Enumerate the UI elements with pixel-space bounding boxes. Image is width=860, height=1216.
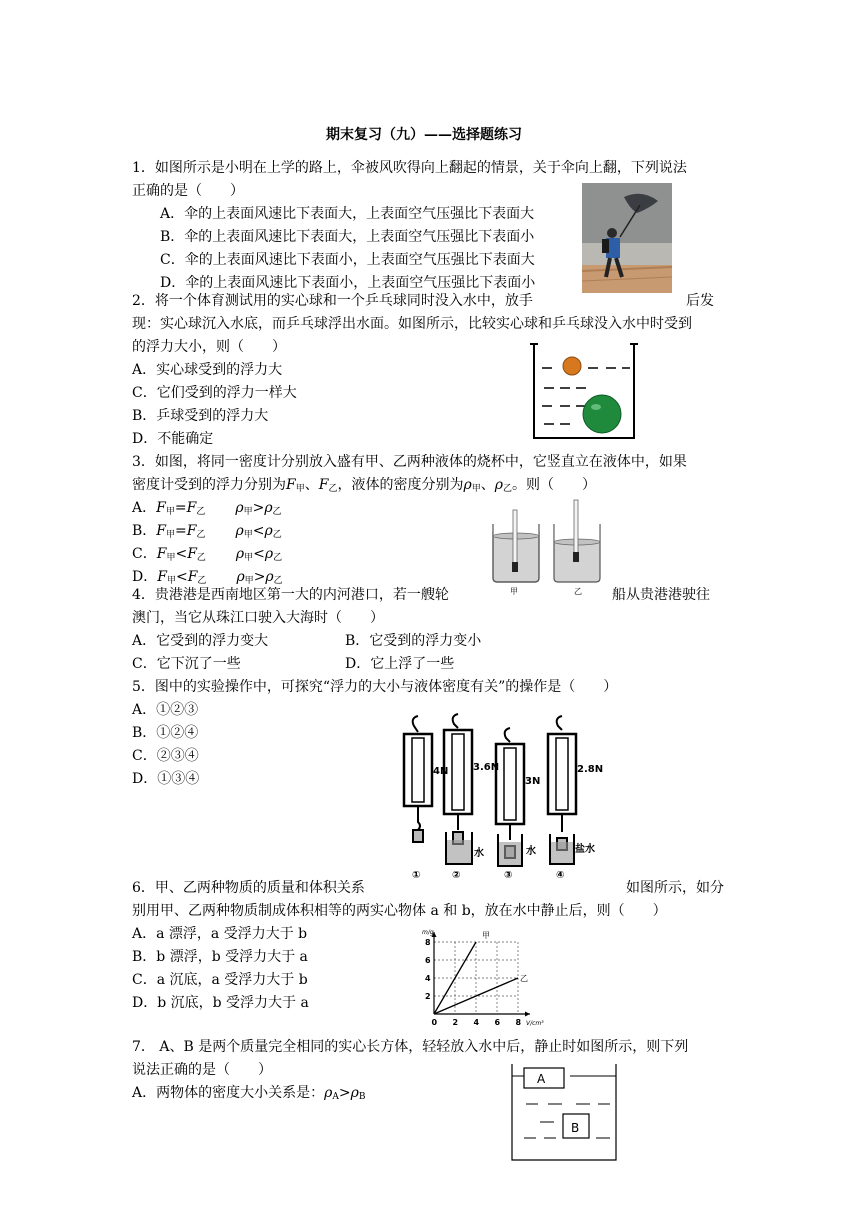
q7-option-a (132, 1082, 365, 1104)
q5-num-4: ④ (556, 870, 565, 881)
q3-d-F2: F (187, 569, 198, 585)
q7-a-subB: B (358, 1092, 366, 1102)
q3-symbol-F2: F (318, 477, 329, 493)
q5-option-b: B．①②④ (132, 725, 199, 741)
q3-b-lt: < (252, 523, 265, 539)
q3-a-sub4: 乙 (272, 507, 282, 517)
q4-stem-line1a: 4．贵港港是西南地区第一大的内河港口，若一艘轮 (132, 587, 449, 603)
q3-d-sub1: 甲 (166, 576, 176, 586)
q3-c-lt1: < (175, 546, 188, 562)
q2-option-b: B．乒球受到的浮力大 (132, 408, 269, 424)
q5-num-2: ② (452, 870, 461, 881)
q3-b-F2: F (186, 523, 197, 539)
q5-option-c: C．②③④ (132, 748, 199, 764)
q4-option-d: D．它上浮了一些 (345, 656, 455, 672)
q6-option-a: A．a 漂浮，a 受浮力大于 b (132, 926, 308, 942)
q3-sub-yi: 乙 (328, 484, 338, 494)
q7-a-subA: A (332, 1092, 339, 1102)
q5-option-a: A．①②③ (132, 702, 199, 718)
q3-d-sub2: 乙 (197, 576, 207, 586)
x-tick-label-2: 4 (473, 1018, 480, 1027)
q3-a-sub2: 乙 (196, 507, 206, 517)
q7-stem-line1: 7． A、B 是两个质量完全相同的实心长方体，轻轻放入水中后，静止时如图所示，则下列 (132, 1039, 689, 1055)
q3-fig-label-jia: 甲 (510, 587, 518, 596)
q5-num-1: ① (412, 870, 421, 881)
q4-stem-line2: 澳门，当它从珠江口驶入大海时（ ） (132, 610, 384, 626)
q4-option-c: C．它下沉了一些 (132, 656, 241, 672)
q2-beaker-figure (530, 342, 638, 442)
q3-hydrometer-figure (490, 498, 604, 600)
q3-c-label: C． (132, 546, 157, 562)
q3-d-F1: F (157, 569, 167, 585)
q3-a-F2: F (186, 500, 197, 516)
q2-stem-line2: 现：实心球沉入水底，而乒乓球浮出水面。如图所示，比较实心球和乒乓球没入水中时受到 (132, 316, 692, 332)
q3-d-gt: > (253, 569, 266, 585)
q1-umbrella-photo (582, 183, 672, 293)
q3-a-sub3: 甲 (243, 507, 253, 517)
q4-option-a: A．它受到的浮力变大 (132, 633, 269, 649)
q7-box-a-label: A (537, 1072, 546, 1086)
q2-option-c: C．它们受到的浮力一样大 (132, 385, 297, 401)
q3-stem-line2 (132, 474, 596, 496)
q3-a-rho1: ρ (235, 500, 244, 516)
q1-option-a: A．伞的上表面风速比下表面大，上表面空气压强比下表面大 (160, 206, 535, 222)
q3-b-eq: = (175, 523, 187, 539)
q7-a-text: A．两物体的密度大小关系是： (132, 1085, 325, 1101)
q3-b-sub4: 乙 (272, 530, 282, 540)
q1-stem-line1: 1．如图所示是小明在上学的路上，伞被风吹得向上翻起的情景，关于伞向上翻，下列说法 (132, 160, 687, 176)
q5-label-water-1: 水 (474, 848, 484, 859)
page-title: 期末复习（九）——选择题练习 (326, 127, 522, 143)
q2-option-d: D．不能确定 (132, 431, 214, 447)
x-tick-label-1: 2 (452, 1018, 459, 1027)
q7-a-gt: > (338, 1085, 351, 1101)
q1-stem-line2: 正确的是（ ） (132, 183, 244, 199)
q5-reading-2: 3.6N (473, 762, 500, 773)
q7-container-figure (510, 1062, 620, 1162)
y-axis-label: m/g (422, 929, 434, 936)
q2-stem-line3: 的浮力大小，则（ ） (132, 339, 286, 355)
q3-b-sub3: 甲 (243, 530, 253, 540)
y-tick-label-0: 2 (425, 992, 431, 1001)
q3-symbol-rho: ρ (463, 477, 472, 493)
y-tick-label-2: 6 (425, 956, 431, 965)
q3-sub-yi2: 乙 (502, 484, 512, 494)
x-tick-label-3: 6 (494, 1018, 501, 1027)
q3-c-lt2: < (253, 546, 265, 562)
q7-a-rho1: ρ (324, 1085, 333, 1101)
q3-b-rho2: ρ (264, 523, 273, 539)
series-label-0: 甲 (482, 931, 490, 940)
series-label-1: 乙 (520, 974, 528, 983)
q3-symbol-rho2: ρ (494, 477, 503, 493)
q6-option-c: C．a 沉底，a 受浮力大于 b (132, 972, 308, 988)
q3-fig-label-yi: 乙 (574, 587, 582, 596)
q2-option-a: A．实心球受到的浮力大 (132, 362, 283, 378)
q4-stem-line1b: 船从贵港港驶往 (612, 587, 710, 603)
q3-d-lt: < (175, 569, 188, 585)
q5-option-d: D．①③④ (132, 771, 200, 787)
q6-option-b: B．b 漂浮，b 受浮力大于 a (132, 949, 308, 965)
q3-sep: 、 (304, 477, 319, 493)
q3-stem-line1: 3．如图，将同一密度计分别放入盛有甲、乙两种液体的烧杯中，它竖直立在液体中，如果 (132, 454, 687, 470)
q5-reading-3: 3N (525, 776, 541, 787)
q3-sub-jia: 甲 (295, 484, 305, 494)
x-tick-label-0: 0 (431, 1018, 438, 1027)
y-tick-label-1: 4 (425, 974, 431, 983)
q2-stem-line1a: 2．将一个体育测试用的实心球和一个乒乓球同时没入水中，放手 (132, 293, 533, 309)
q6-stem-line1b: 如图所示，如分 (626, 880, 724, 896)
q3-a-gt: > (252, 500, 265, 516)
q1-option-b: B．伞的上表面风速比下表面大，上表面空气压强比下表面小 (160, 229, 535, 245)
q3-sub-jia2: 甲 (471, 484, 481, 494)
q5-num-3: ③ (504, 870, 513, 881)
q5-stem: 5．图中的实验操作中，可探究“浮力的大小与液体密度有关”的操作是（ ） (132, 679, 618, 695)
q3-d-sub3: 甲 (244, 576, 254, 586)
q6-option-d: D．b 沉底，b 受浮力大于 a (132, 995, 309, 1011)
q3-d-rho2: ρ (265, 569, 274, 585)
q3-option-c (132, 543, 282, 565)
q5-spring-scale-figure (392, 712, 612, 882)
q3-c-sub2: 乙 (196, 553, 206, 563)
q6-mass-volume-chart (414, 922, 544, 1032)
y-tick-label-3: 8 (425, 938, 431, 947)
q3-d-sub4: 乙 (273, 576, 283, 586)
q3-a-label: A． (132, 500, 157, 516)
q5-reading-4: 2.8N (577, 764, 604, 775)
q2-stem-line1b: 后发 (686, 293, 714, 309)
q3-option-b (132, 520, 282, 542)
q3-b-sub2: 乙 (196, 530, 206, 540)
x-tick-label-4: 8 (515, 1018, 522, 1027)
q3-c-sub1: 甲 (166, 553, 176, 563)
q1-option-c: C．伞的上表面风速比下表面小，上表面空气压强比下表面大 (160, 252, 535, 268)
q3-d-rho1: ρ (236, 569, 245, 585)
q3-c-F1: F (156, 546, 167, 562)
q3-stem-line2-part1: 密度计受到的浮力分别为 (132, 477, 286, 493)
q3-option-a (132, 497, 282, 519)
q3-a-sub1: 甲 (165, 507, 175, 517)
q5-label-water-2: 水 (526, 846, 536, 857)
beaker-jia (493, 510, 539, 582)
beaker-yi (554, 500, 600, 582)
q3-stem-line2-part3: 。则（ ） (511, 477, 596, 493)
q7-stem-line2: 说法正确的是（ ） (132, 1062, 272, 1078)
q5-reading-1: 4N (433, 766, 449, 777)
q3-c-sub4: 乙 (273, 553, 283, 563)
q3-b-rho1: ρ (235, 523, 244, 539)
q1-option-d: D．伞的上表面风速比下表面小，上表面空气压强比下表面小 (160, 275, 536, 291)
q3-c-F2: F (187, 546, 197, 562)
q3-b-label: B． (132, 523, 157, 539)
q7-a-rho2: ρ (350, 1085, 359, 1101)
q3-c-rho1: ρ (235, 546, 245, 562)
q4-option-b: B．它受到的浮力变小 (345, 633, 482, 649)
q6-stem-line1a: 6．甲、乙两种物质的质量和体积关系 (132, 880, 365, 896)
q3-a-rho2: ρ (264, 500, 273, 516)
q5-label-salt: 盐水 (575, 844, 595, 855)
q3-b-sub1: 甲 (166, 530, 176, 540)
q3-c-sub3: 甲 (244, 553, 254, 563)
q3-d-label: D． (132, 569, 158, 585)
q3-a-F1: F (156, 500, 166, 516)
q3-sep2: 、 (480, 477, 495, 493)
q3-stem-line2-part2: ，液体的密度分别为 (337, 477, 464, 493)
q3-b-F1: F (156, 523, 167, 539)
x-axis-label: V/cm³ (526, 1020, 544, 1027)
q3-c-rho2: ρ (264, 546, 274, 562)
q3-a-eq: = (174, 500, 187, 516)
x-axis-arrow (525, 1012, 530, 1017)
q7-box-b-label: B (571, 1121, 580, 1135)
q6-stem-line2: 别用甲、乙两种物质制成体积相等的两实心物体 a 和 b，放在水中静止后，则（ ） (132, 903, 667, 919)
q3-symbol-F: F (286, 477, 296, 493)
